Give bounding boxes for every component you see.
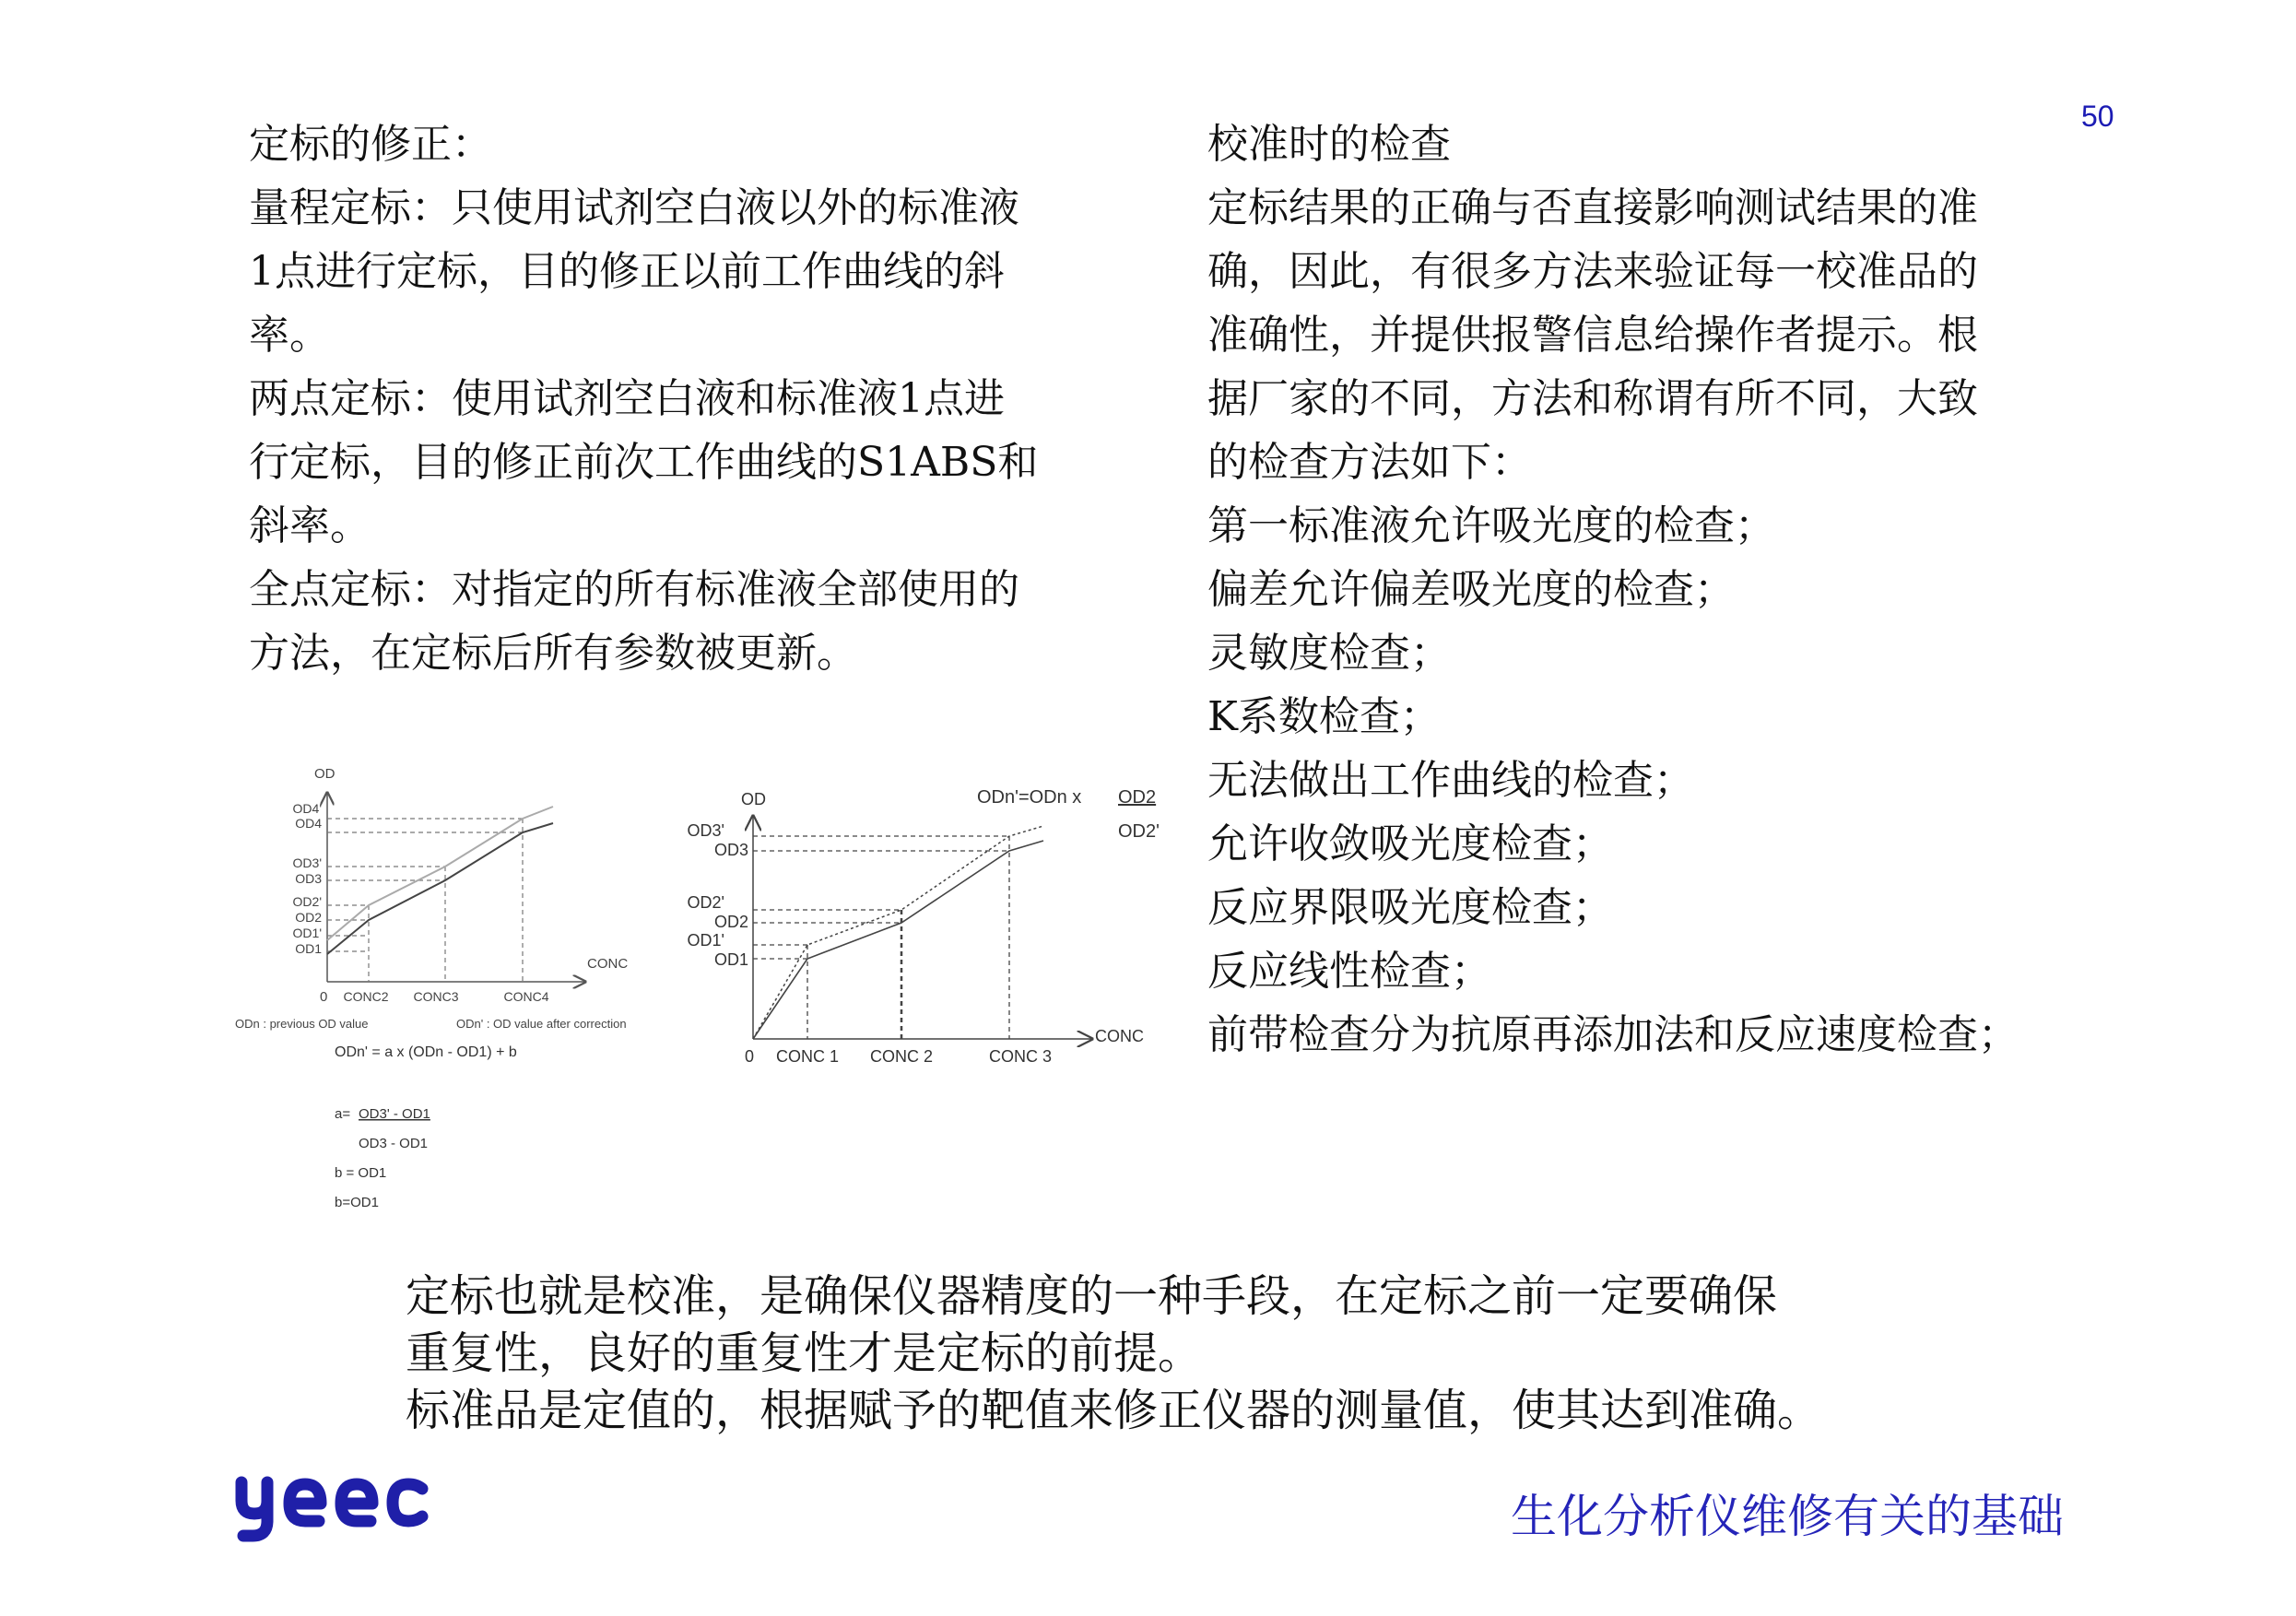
left-text-line: 斜率。 [249, 502, 371, 549]
guide-lines [327, 819, 523, 982]
x-tick-label: CONC 2 [869, 1047, 934, 1066]
check-item: 反应界限吸光度检查； [1207, 884, 1613, 931]
right-text-line: 定标结果的正确与否直接影响测试结果的准 [1207, 184, 1978, 231]
previous-curve [327, 823, 553, 954]
x-tick-label: CONC4 [503, 989, 549, 1004]
y-axis-label: OD [314, 766, 336, 782]
check-item: 反应线性检查； [1207, 948, 1491, 995]
origin-label: 0 [745, 1047, 755, 1066]
summary-line: 定标也就是校准，是确保仪器精度的一种手段，在定标之前一定要确保 [406, 1270, 1778, 1322]
summary-line: 重复性，良好的重复性才是定标的前提。 [406, 1327, 1203, 1379]
left-text-line: 定标的修正： [249, 121, 492, 168]
footer-title: 生化分析仪维修有关的基础 [1511, 1490, 2064, 1543]
guide-lines [753, 836, 1009, 1039]
formula-prefix: ODn'=ODn x [977, 787, 1082, 808]
origin-label: 0 [320, 989, 328, 1005]
left-text-line: 量程定标：只使用试剂空白液以外的标准液 [249, 184, 1019, 231]
left-text-line: 全点定标：对指定的所有标准液全部使用的 [249, 566, 1019, 613]
correction-formula: ODn' = a x (ODn - OD1) + b [335, 1044, 517, 1060]
check-item: 偏差允许偏差吸光度的检查； [1207, 566, 1735, 613]
right-text-line: 据厂家的不同，方法和称谓有所不同，大致 [1207, 375, 1978, 422]
left-text-line: 1点进行定标，目的修正以前工作曲线的斜 [249, 248, 1005, 295]
two-point-calibration-diagram [673, 765, 1189, 1069]
left-text-line: 方法，在定标后所有参数被更新。 [249, 630, 857, 677]
x-tick-label: CONC2 [343, 989, 389, 1004]
x-axis-label: CONC [1095, 1027, 1144, 1045]
check-item: K系数检查； [1207, 693, 1441, 740]
legend-previous: ODn : previous OD value [235, 1017, 369, 1031]
left-text-line: 行定标，目的修正前次工作曲线的S1ABS和 [249, 439, 1039, 486]
a-denominator: OD3 - OD1 [359, 1136, 429, 1151]
formula-numerator: OD2 [1118, 787, 1157, 808]
page-number: 50 [2081, 100, 2114, 133]
summary-line: 标准品是定值的，根据赋予的靶值来修正仪器的测量值，使其达到准确。 [406, 1385, 1822, 1436]
y-tick-label: OD3' [687, 821, 724, 840]
right-text-column [1207, 112, 2074, 1067]
a-label: a= [335, 1106, 351, 1122]
previous-curve [753, 841, 1043, 1039]
left-text-column [249, 112, 1097, 685]
right-text-line: 的检查方法如下： [1207, 439, 1532, 486]
check-item: 无法做出工作曲线的检查； [1207, 757, 1694, 804]
check-item: 前带检查分为抗原再添加法和反应速度检查； [1207, 1011, 2019, 1058]
y-tick-label: OD1' [292, 926, 322, 940]
x-tick-label: CONC3 [413, 989, 459, 1004]
y-tick-label: OD1 [713, 950, 748, 969]
right-text-line: 确，因此，有很多方法来验证每一校准品的 [1207, 248, 1978, 295]
y-tick-label: OD3 [713, 841, 748, 859]
b-formula: b = OD1 [335, 1165, 387, 1181]
legend-corrected: ODn' : OD value after correction [456, 1017, 627, 1031]
y-tick-label: OD3 [295, 871, 322, 886]
check-item: 允许收敛吸光度检查； [1207, 820, 1613, 867]
x-axis-label: CONC [587, 956, 629, 972]
left-text-line: 率。 [249, 312, 330, 359]
a-numerator: OD3' - OD1 [359, 1106, 430, 1122]
check-item: 第一标准液允许吸光度的检查； [1207, 502, 1775, 549]
right-text-heading: 校准时的检查 [1207, 121, 1451, 168]
formula-denominator: OD2' [1118, 821, 1160, 842]
y-tick-label: OD2 [713, 913, 748, 931]
y-tick-label: OD1' [687, 931, 724, 950]
right-text-line: 准确性，并提供报警信息给操作者提示。根 [1207, 312, 1978, 359]
left-text-line: 两点定标：使用试剂空白液和标准液1点进 [249, 375, 1005, 422]
y-tick-label: OD2 [295, 910, 322, 925]
y-tick-label: OD4' [292, 801, 322, 816]
b-formula: b=OD1 [335, 1195, 379, 1210]
y-tick-label: OD2' [687, 893, 724, 912]
y-tick-label: OD3' [292, 855, 322, 870]
y-axis-label: OD [741, 790, 766, 808]
check-item: 灵敏度检查； [1207, 630, 1451, 677]
y-tick-label: OD1 [295, 941, 322, 956]
summary-text [406, 1268, 1821, 1439]
yeec-logo [232, 1473, 435, 1547]
x-tick-label: CONC 1 [775, 1047, 840, 1066]
range-calibration-diagram [226, 756, 677, 1217]
y-tick-label: OD4 [295, 816, 322, 831]
x-tick-label: CONC 3 [988, 1047, 1053, 1066]
y-tick-label: OD2' [292, 894, 322, 909]
